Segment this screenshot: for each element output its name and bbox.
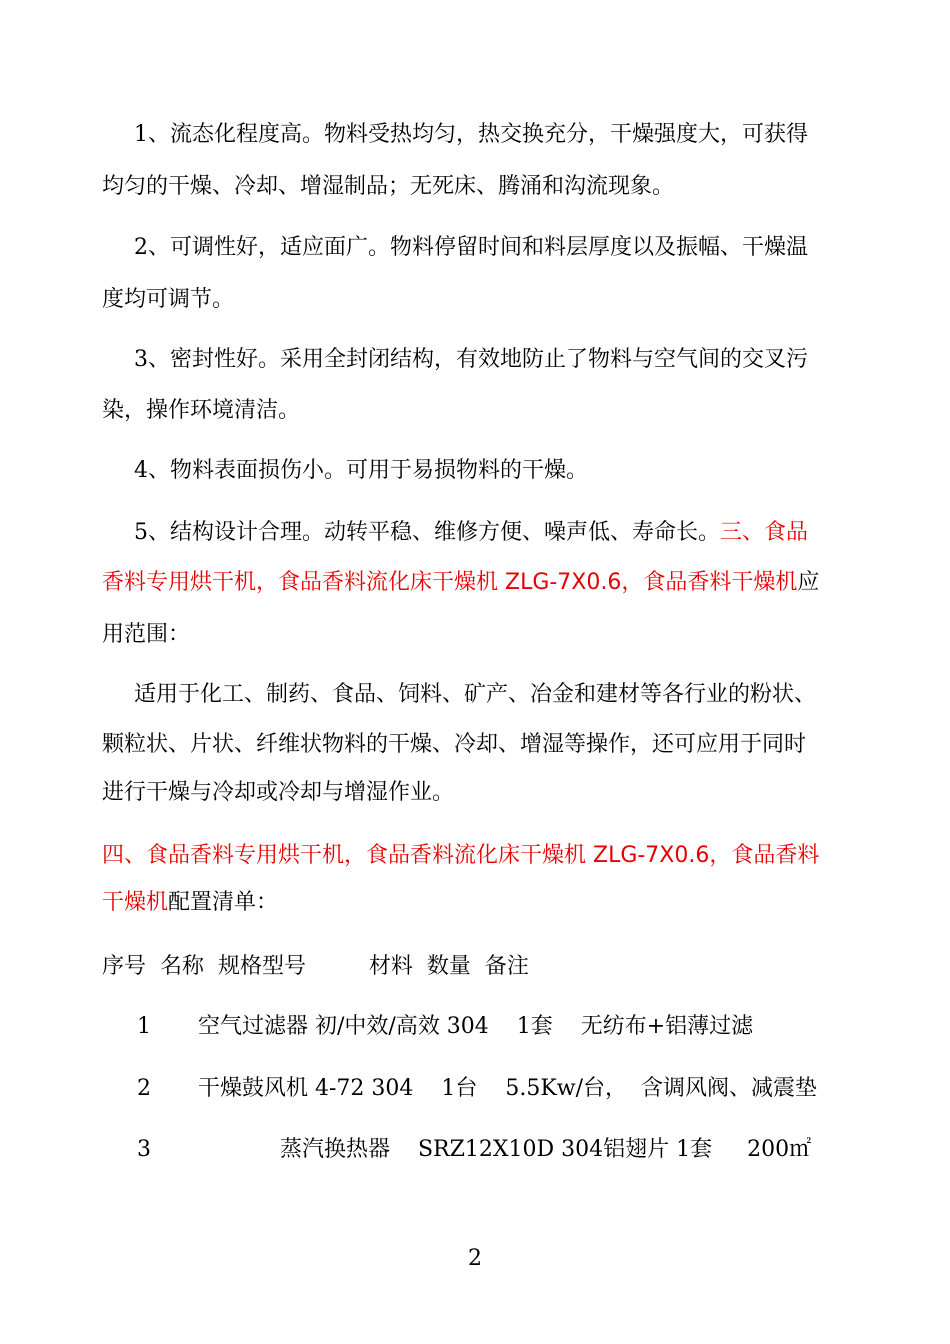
section-3-heading: 香料专用烘干机，食品香料流化床干燥机 ZLG-7X0.6，食品香料干燥机 [102,570,798,595]
paragraph-3-line-1: 3、密封性好。采用全封闭结构，有效地防止了物料与空气间的交叉污 [134,347,808,372]
section-3-heading-start: 三、食品 [720,520,809,545]
paragraph-6-line-1: 适用于化工、制药、食品、饲料、矿产、冶金和建材等各行业的粉状、 [134,682,817,707]
paragraph-1-line-2: 均匀的干燥、冷却、增湿制品；无死床、腾涌和沟流现象。 [102,174,675,199]
paragraph-2-line-2: 度均可调节。 [102,287,235,312]
section-4-heading-tail: 配置清单： [168,890,279,915]
table-row-1-number: 1 [137,1014,151,1039]
table-row-2-number: 2 [137,1076,151,1101]
page-number: 2 [468,1246,482,1271]
paragraph-5-line-2 [102,568,819,598]
section-4-heading-line-1: 四、食品香料专用烘干机，食品香料流化床干燥机 ZLG-7X0.6，食品香料 [102,843,820,868]
section-4-heading-line-2 [102,888,278,918]
table-row-2-text: 干燥鼓风机 4-72 304 1台 5.5Kw/台， 含调风阀、减震垫 [198,1076,817,1101]
paragraph-3-line-2: 染，操作环境清洁。 [102,398,301,423]
paragraph-2-line-1: 2、可调性好，适应面广。物料停留时间和料层厚度以及振幅、干燥温 [134,235,808,260]
paragraph-6-line-3: 进行干燥与冷却或冷却与增湿作业。 [102,780,455,805]
paragraph-5-text: 5、结构设计合理。动转平稳、维修方便、噪声低、寿命长。 [134,520,720,545]
table-row-1-text: 空气过滤器 初/中效/高效 304 1套 无纺布+铝薄过滤 [198,1014,754,1039]
paragraph-5-line-3: 用范围： [102,622,191,647]
table-row-3-text: 蒸汽换热器 SRZ12X10D 304铝翅片 1套 200㎡ [280,1137,812,1162]
paragraph-6-line-2: 颗粒状、片状、纤维状物料的干燥、冷却、增湿等操作，还可应用于同时 [102,732,807,757]
paragraph-5-line-1 [134,518,808,548]
paragraph-1-line-1: 1、流态化程度高。物料受热均匀，热交换充分，干燥强度大，可获得 [134,122,808,147]
table-header: 序号 名称 规格型号 材料 数量 备注 [102,954,529,979]
section-3-heading-tail: 应 [797,570,820,595]
section-4-heading-end: 干燥机 [102,890,169,915]
paragraph-4-line-1: 4、物料表面损伤小。可用于易损物料的干燥。 [134,458,588,483]
table-row-3-number: 3 [137,1137,151,1162]
